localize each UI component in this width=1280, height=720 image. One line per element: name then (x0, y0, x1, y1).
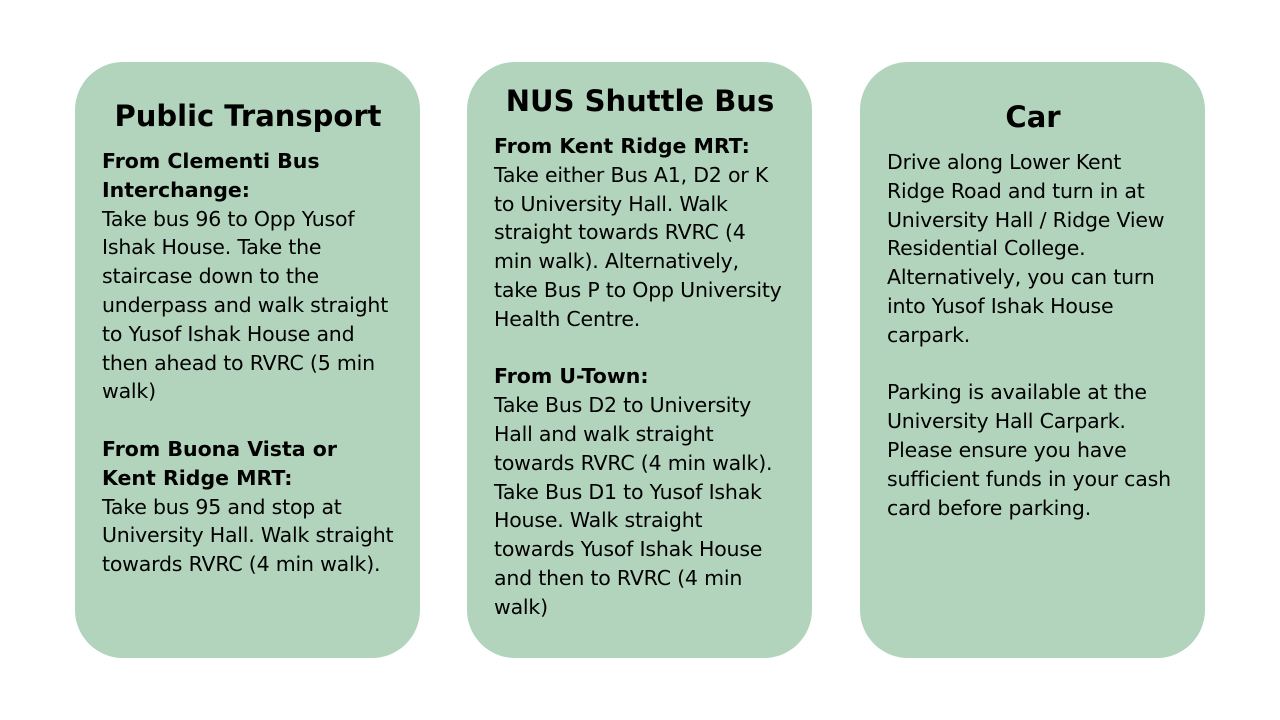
section-gap (102, 406, 394, 435)
car-directions-text: Drive along Lower Kent Ridge Road and turn in at University Hall / Ridge View Residential College. Alternatively, you can turn into Yusof Ishak House carpark. (887, 150, 1165, 347)
public-transport-body (102, 147, 394, 579)
clementi-heading: From Clementi Bus Interchange: (102, 149, 320, 202)
public-transport-card (75, 62, 420, 658)
buona-vista-text: Take bus 95 and stop at University Hall. Walk straight towards RVRC (4 min walk). (102, 494, 394, 577)
shuttle-bus-title: NUS Shuttle Bus (505, 84, 775, 118)
kent-ridge-heading: From Kent Ridge MRT: (494, 134, 750, 158)
shuttle-bus-card (467, 62, 812, 658)
buona-vista-heading: From Buona Vista or Kent Ridge MRT: (102, 436, 337, 490)
public-transport-title: Public Transport (114, 99, 382, 133)
u-town-heading: From U-Town: (494, 364, 649, 389)
section-gap (887, 350, 1179, 379)
shuttle-bus-body (494, 132, 786, 622)
car-parking-text: Parking is available at the University Hall Carpark. Please ensure you have sufficient funds in your cash card before parking. (887, 380, 1171, 520)
kent-ridge-text: Take either Bus A1, D2 or K to University Hall. Walk straight towards RVRC (4 min walk). Alternatively, take Bus P to Opp University Health Centre. (494, 162, 782, 331)
car-title: Car (1005, 100, 1061, 134)
section-gap (494, 334, 786, 363)
clementi-text: Take bus 96 to Opp Yusof Ishak House. Take the staircase down to the underpass and walk straight to Yusof Ishak House and then ahead to RVRC (5 min walk) (102, 206, 389, 404)
car-body (887, 148, 1179, 522)
car-card (860, 62, 1205, 658)
u-town-text: Take Bus D2 to University Hall and walk straight towards RVRC (4 min walk). Take Bus D1 to Yusof Ishak House. Walk straight towards Yusof Ishak House and then to RVRC (4 min walk) (494, 393, 773, 619)
